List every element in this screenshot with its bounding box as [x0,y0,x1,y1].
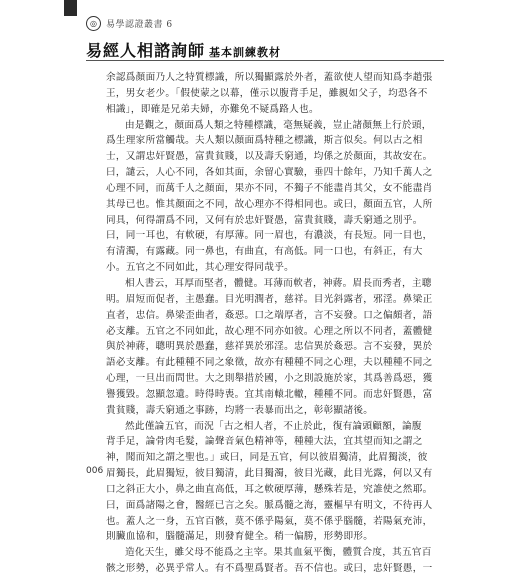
text-line: 眉獨長，此眉獨短，彼目獨清，此目獨濁，彼目光藏，此目光露，何以又有 [106,468,433,480]
text-line: 曰，譴云，人心不同，各如其面，余留心實驗，垂四十餘年，乃知千萬人之 [106,167,433,179]
text-line: 直者，忠信。鼻梁歪曲者，姦惡。口之端厚者，言不妄發。口之偏頗者，語 [106,309,433,321]
text-line: 曰，面爲諸陽之會，醫經已言之矣。脈爲髓之海，靈樞早有明文，不待再人 [106,499,433,511]
text-line: 心理不同，而萬千人之顏面，果亦不同，不獨子不能盡肖其父，女不能盡肖 [106,182,433,194]
text-line: 相人書云，耳厚而堅者，體健。耳薄而軟者，神蔣。眉長而秀者，主聰 [125,277,432,289]
series-logo-icon: ◎ [86,16,101,31]
book-title: 易經人相諮詢師 [86,41,206,60]
header-divider [86,60,444,61]
text-line: 語必支離。有此種種不同之象徵，故亦有種種不同之心理，夫以種種不同之 [106,357,433,369]
text-line: 王，男女老少。「假使蒙之以幕，僅示以腹背手足，雖親如父子，均恐各不 [106,87,428,99]
text-line: 余認爲顏面乃人之特質標識，所以獨顯露於外者，蓋欲使人望而知爲李趙張 [106,72,433,83]
series-name: 易學認證叢書 6 [106,20,173,30]
series-header [86,16,173,31]
text-line: 造化天生，雖父母不能爲之主宰。果其血氣平衡，體質合度，其五官百 [125,547,432,559]
text-line: 曰，同一耳也，有軟硬，有厚薄。同一眉也，有濃淡，有長短。同一目也， [106,230,433,242]
text-line: 爲生理家所當觸哉。夫人類以顏面爲特種之標識，斯言似矣。何以古之相 [106,135,423,147]
book-subtitle: 基本訓練教材 [209,46,282,59]
text-line: 同具，何得謂爲不同，又何有於忠奸賢愚，富貴貧賤，壽夭窮通之別乎。 [106,214,423,226]
page-tab-marker [64,0,77,16]
page-number: 006 [86,466,104,476]
text-line: 明。眉短而促者，主愚蠢。目光明潤者，慈祥。目光斜露者，邪淫。鼻梁正 [106,293,433,305]
text-line: 其母已也。惟其顏面之不同，故心理亦不得相同也。或曰，顏面五官，人所 [106,198,433,210]
text-line: 與於神蔣，聰明異於愚蠢，慈祥異於邪淫。忠信異於姦惡。言不妄發，異於 [106,341,433,353]
body-text [106,70,454,577]
text-line: 必支離。五官之不同如此，故心理不同亦如彼。心理之所以不同者，蓋體健 [106,325,433,337]
text-line: 士，又謂忠奸賢愚，富貴貧賤，以及壽夭窮通，均係之於顏面，其故安在。 [106,151,433,163]
text-line: 也。蓋人之一身，五官百骸，莫不係乎陽氣，莫不係乎腦髓，若陽氣充沛， [106,515,433,527]
text-line: 相識」，即確是兄弟夫婦，亦難免不疑爲路人也。 [106,103,319,115]
text-line: 由是觀之，顏面爲人類之特種標識，毫無疑義，豈止諸顏無上行於頭， [125,119,432,131]
running-title [86,38,281,61]
text-line: 小。五官之不同如此，其心理安得同哉乎。 [106,262,294,274]
text-line: 貴貧賤，壽夭窮通之事跡，均將一表暴而出之，彰彰顯諸後。 [106,404,374,416]
text-line: 骸之形勢，必異乎常人。有不爲聖爲賢者。吾不信也。或曰，忠奸賢愚，一 [106,563,433,575]
text-line: 心理，一旦出而問世。大之則舉措於國，小之則設施於家，其爲善爲惡，獲 [106,373,433,385]
text-line: 口之斜正大小，鼻之曲直高低，耳之軟硬厚薄，懸殊若是，究誰使之然耶。 [106,483,433,495]
text-line: 背手足，論骨肉毛髮，論聲音氣色精神等，種種大法，宜其望而知之謂之 [106,436,423,448]
text-line: 神，聞而知之謂之聖也。」或曰，同是五官，何以彼眉獨清，此眉獨淡，彼 [106,452,428,464]
text-line: 則臟血協和，腦髓滿足，則發育健全。稍一偏勝，形勢即形。 [106,531,374,543]
text-line: 有清濁，有露藏。同一鼻也，有曲直，有高低。同一口也，有斜正，有大 [106,246,423,258]
text-line: 譽獲毀。忽顯忽遺。時得時喪。宜其南轅北轍，種種不同。而忠奸賢愚，富 [106,388,433,400]
text-line: 然此僅論五官，而況「古之相人者，不止於此，復有論頭顧額，論腹 [125,420,422,432]
